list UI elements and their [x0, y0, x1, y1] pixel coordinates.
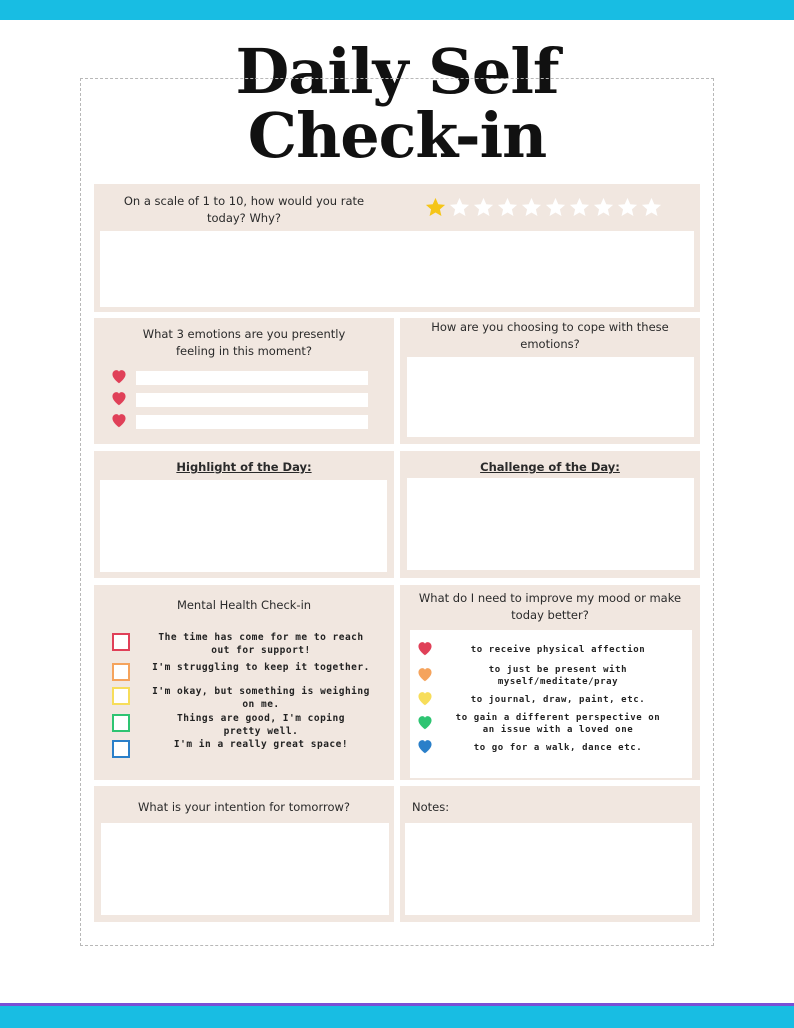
option-line-2: pretty well. [223, 726, 299, 737]
mental-health-option-label [146, 631, 376, 657]
improve-option[interactable] [416, 664, 674, 688]
mental-health-title: Mental Health Check-in [176, 598, 312, 612]
star-icon[interactable] [472, 196, 495, 223]
star-icon[interactable] [424, 196, 447, 223]
emotions-question-line-2: feeling in this moment? [175, 344, 313, 358]
improve-option[interactable] [416, 738, 674, 758]
mental-health-option[interactable] [112, 685, 376, 711]
emotion-entry [110, 390, 368, 410]
emotion-input-line[interactable] [136, 415, 368, 429]
emotion-entry [110, 368, 368, 388]
emotion-input-line[interactable] [136, 371, 368, 385]
option-line-2: out for support! [211, 645, 311, 656]
emotions-question [100, 326, 388, 360]
heart-icon [110, 390, 128, 410]
option-line-1: The time has come for me to reach [158, 632, 364, 643]
emotion-entry [110, 412, 368, 432]
mental-health-option-label [146, 738, 376, 751]
bottom-accent-bar [0, 1003, 794, 1028]
heart-icon [416, 640, 434, 660]
mental-health-option[interactable] [112, 661, 376, 681]
star-icon[interactable] [592, 196, 615, 223]
improve-option[interactable] [416, 690, 674, 710]
highlight-answer-box[interactable] [100, 480, 387, 572]
option-line-1: I'm struggling to keep it together. [152, 662, 370, 673]
rating-question-line-2: today? Why? [206, 211, 282, 225]
top-accent-bar [0, 0, 794, 20]
checkbox[interactable] [112, 740, 130, 758]
challenge-answer-box[interactable] [407, 478, 694, 570]
mental-health-option-label [146, 712, 376, 738]
emotion-input-line[interactable] [136, 393, 368, 407]
mental-health-option-label [146, 685, 376, 711]
heart-icon [416, 690, 434, 710]
title-line-2: Check-in [247, 99, 547, 172]
star-icon[interactable] [448, 196, 471, 223]
option-line-1: to journal, draw, paint, etc. [470, 695, 646, 705]
mental-health-option-label [146, 661, 376, 674]
improve-option-label [442, 742, 674, 754]
coping-question-line-1: How are you choosing to cope with these [431, 320, 669, 334]
mental-health-option[interactable] [112, 631, 376, 657]
improve-option-label [442, 644, 674, 656]
option-line-1: I'm in a really great space! [173, 739, 349, 750]
challenge-label: Challenge of the Day: [480, 460, 620, 474]
coping-question [404, 319, 696, 353]
improve-option-label [442, 664, 674, 688]
option-line-1: to gain a different perspective on [455, 713, 661, 723]
option-line-2: myself/meditate/pray [497, 677, 619, 687]
star-rating[interactable] [424, 196, 663, 223]
checkbox[interactable] [112, 687, 130, 705]
emotions-question-line-1: What 3 emotions are you presently [142, 327, 346, 341]
improve-question [404, 590, 696, 624]
heart-icon [110, 368, 128, 388]
mental-health-option[interactable] [112, 712, 376, 738]
heart-icon [416, 738, 434, 758]
improve-question-line-1: What do I need to improve my mood or make [418, 591, 682, 605]
star-icon[interactable] [616, 196, 639, 223]
improve-option[interactable] [416, 640, 674, 660]
option-line-2: an issue with a loved one [482, 725, 634, 735]
title-line-1: Daily Self [235, 35, 559, 108]
heart-icon [416, 666, 434, 686]
improve-option-label [442, 694, 674, 706]
star-icon[interactable] [496, 196, 519, 223]
coping-question-line-2: emotions? [520, 337, 580, 351]
star-icon[interactable] [520, 196, 543, 223]
star-icon[interactable] [544, 196, 567, 223]
rating-question-line-1: On a scale of 1 to 10, how would you rate [123, 194, 365, 208]
improve-option-label [442, 712, 674, 736]
intention-answer-box[interactable] [101, 823, 389, 915]
checkbox[interactable] [112, 714, 130, 732]
highlight-label: Highlight of the Day: [176, 460, 312, 474]
improve-question-line-2: today better? [511, 608, 589, 622]
notes-label: Notes: [412, 800, 450, 814]
option-line-1: to go for a walk, dance etc. [473, 743, 643, 753]
option-line-1: Things are good, I'm coping [177, 713, 345, 724]
improve-option[interactable] [416, 712, 674, 736]
star-icon[interactable] [640, 196, 663, 223]
mental-health-option[interactable] [112, 738, 376, 758]
intention-question: What is your intention for tomorrow? [137, 800, 351, 814]
rating-answer-box[interactable] [100, 231, 694, 307]
star-icon[interactable] [568, 196, 591, 223]
coping-answer-box[interactable] [407, 357, 694, 437]
checkbox[interactable] [112, 633, 130, 651]
notes-answer-box[interactable] [405, 823, 692, 915]
option-line-1: to just be present with [488, 665, 628, 675]
checkbox[interactable] [112, 663, 130, 681]
option-line-2: on me. [242, 699, 280, 710]
option-line-1: I'm okay, but something is weighing [152, 686, 370, 697]
rating-question [102, 193, 386, 227]
heart-icon [416, 714, 434, 734]
option-line-1: to receive physical affection [470, 645, 646, 655]
heart-icon [110, 412, 128, 432]
